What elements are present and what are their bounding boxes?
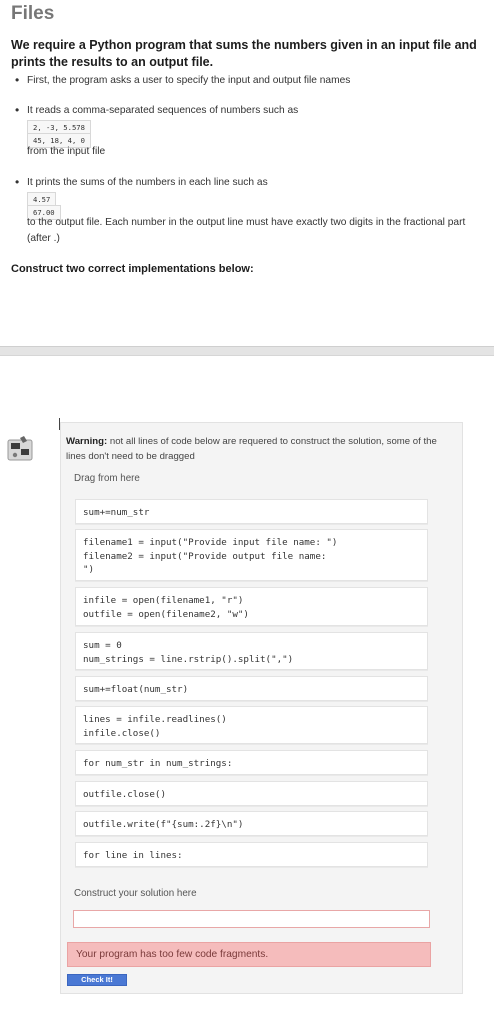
input-after-text: from the input file: [27, 146, 106, 157]
bullet-dot: •: [15, 175, 20, 189]
page-title: Files: [11, 3, 55, 24]
bullet-prints-sums: [15, 175, 475, 190]
code-fragment[interactable]: for num_str in num_strings:: [75, 750, 428, 775]
bullet-reads-input: [15, 103, 475, 118]
warning-text: not all lines of code below are requered to construct the solution, some of the lines don't need to be dragged: [66, 436, 437, 462]
construct-here-label: Construct your solution here: [74, 888, 197, 899]
code-fragment[interactable]: sum+=num_str: [75, 499, 428, 524]
output-example-line-1: 4.57: [27, 192, 56, 207]
task-heading: We require a Python program that sums the numbers given in an input file and prints the results to an output file.: [11, 38, 477, 69]
warning-note: [66, 435, 446, 464]
bullet-text: First, the program asks a user to specify the input and output file names: [27, 75, 351, 86]
solution-drop-zone[interactable]: [73, 910, 430, 928]
construct-heading: Construct two correct implementations below:: [11, 263, 254, 275]
code-fragment[interactable]: outfile.write(f"{sum:.2f}\n"): [75, 811, 428, 836]
bullet-text: It reads a comma-separated sequences of numbers such as: [27, 105, 299, 116]
feedback-message: Your program has too few code fragments.: [67, 942, 431, 967]
bullet-text: It prints the sums of the numbers in each line such as: [27, 177, 268, 188]
bullet-dot: •: [15, 73, 20, 87]
code-fragment[interactable]: lines = infile.readlines() infile.close(): [75, 706, 428, 744]
output-after-text: to the output file. Each number in the output line must have exactly two digits in the fractional part (after .): [27, 217, 466, 244]
input-example-line-2: 45, 18, 4, 0: [27, 133, 91, 148]
code-fragment[interactable]: outfile.close(): [75, 781, 428, 806]
drag-from-label: Drag from here: [74, 473, 140, 484]
input-example-line-1: 2, -3, 5.578: [27, 120, 91, 135]
bullet-ask-filenames: [15, 73, 475, 88]
check-it-button[interactable]: Check It!: [67, 974, 127, 986]
code-fragment[interactable]: filename1 = input("Provide input file name: ") filename2 = input("Provide output file name: "): [75, 529, 428, 581]
code-fragment[interactable]: for line in lines:: [75, 842, 428, 867]
bullet-dot: •: [15, 103, 20, 117]
warning-label: Warning:: [66, 436, 108, 447]
code-fragment[interactable]: sum+=float(num_str): [75, 676, 428, 701]
code-fragment[interactable]: infile = open(filename1, "r") outfile = open(filename2, "w"): [75, 587, 428, 626]
puzzle-icon: [6, 434, 36, 464]
output-example-line-2: 67.00: [27, 205, 61, 220]
code-fragment[interactable]: sum = 0 num_strings = line.rstrip().split(","): [75, 632, 428, 670]
section-divider: [0, 346, 494, 356]
